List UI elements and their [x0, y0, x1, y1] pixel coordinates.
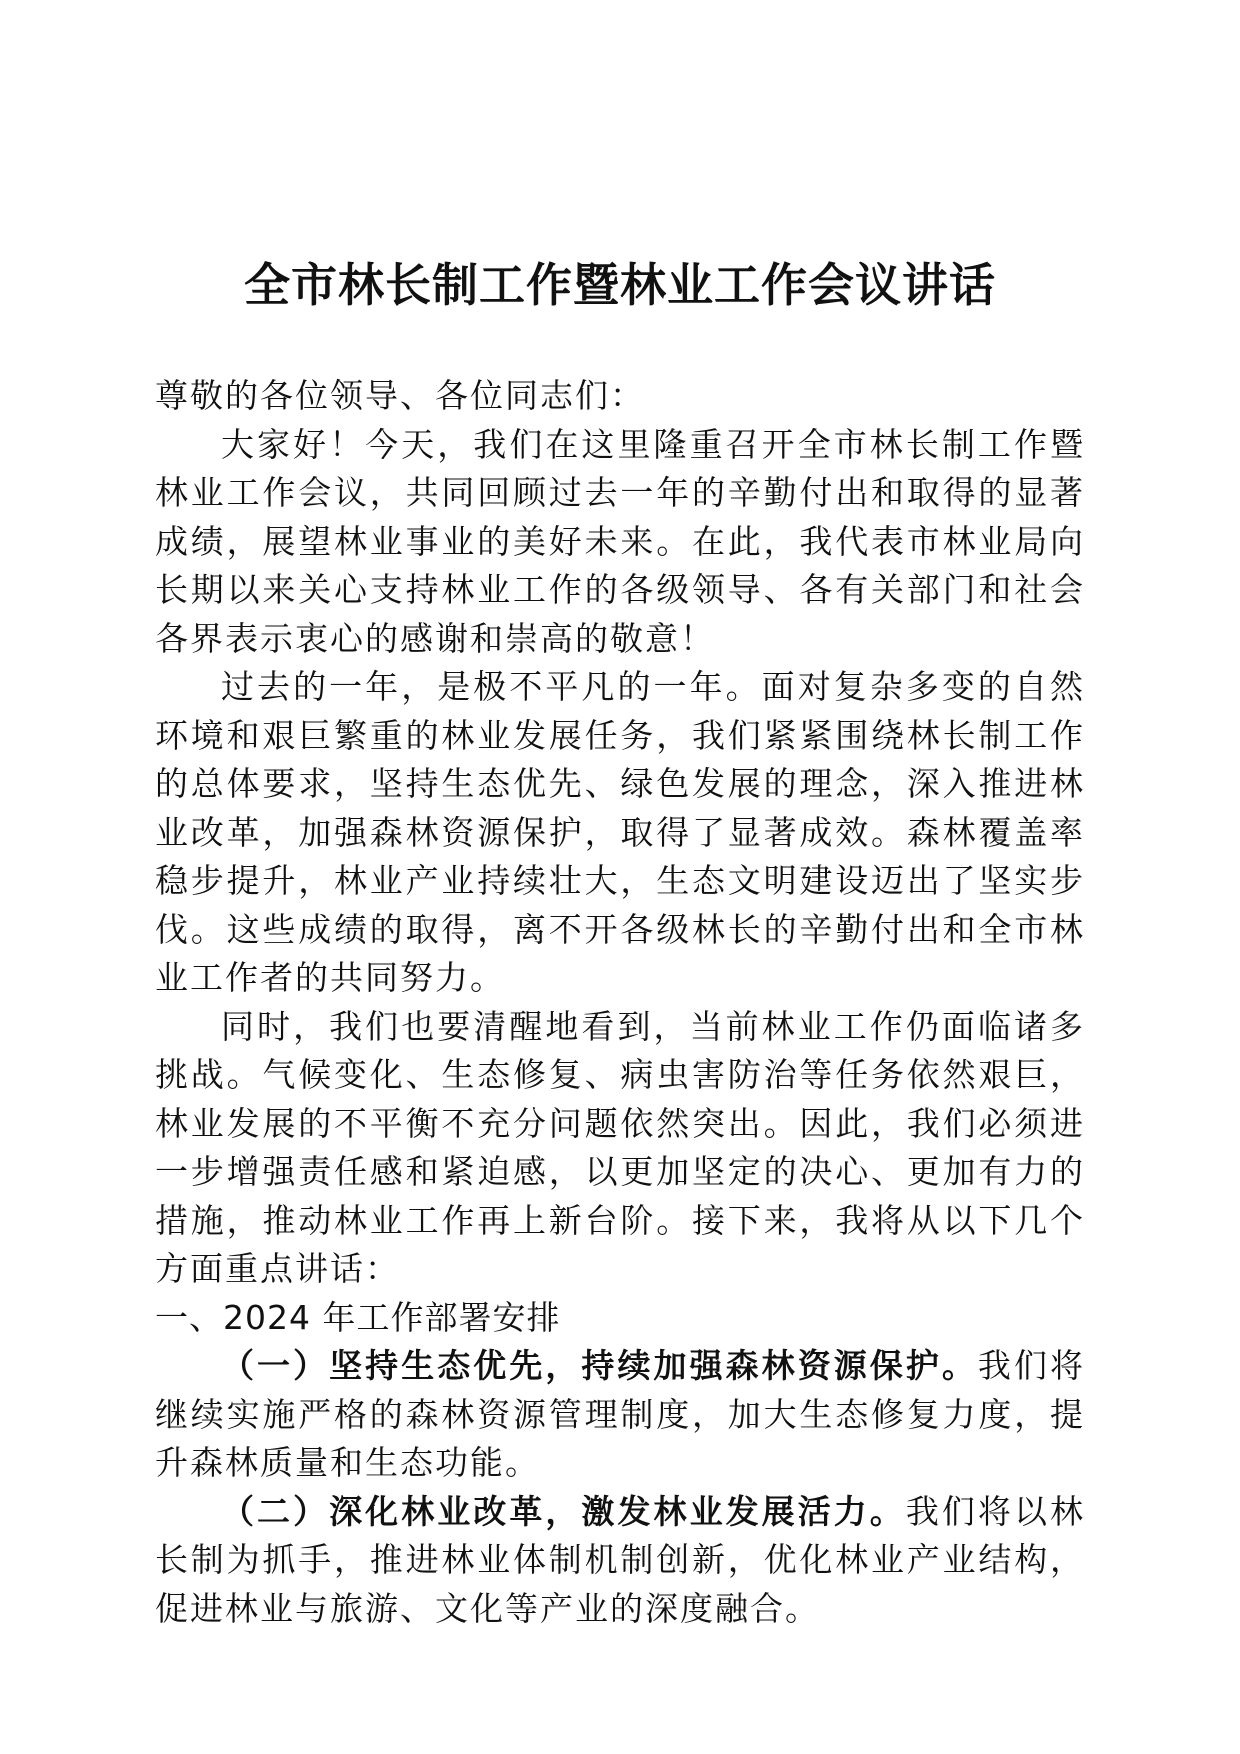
paragraph-review: 过去的一年，是极不平凡的一年。面对复杂多变的自然环境和艰巨繁重的林业发展任务，我们紧紧围绕林长制工作的总体要求，坚持生态优先、绿色发展的理念，深入推进林业改革，加强森林资源保护，取得了显著成效。森林覆盖率稳步提升，林业产业持续壮大，生态文明建设迈出了坚实步伐。这些成绩的取得，离不开各级林长的辛勤付出和全市林业工作者的共同努力。 — [155, 667, 1085, 997]
section-heading: 一、2024 年工作部署安排 — [155, 1297, 561, 1337]
item-text: 我们将以林长制为抓手，推进林业体制机制创新，优化林业产业结构，促进林业与旅游、文化等产业的深度融合。 — [155, 1491, 1086, 1628]
item-paragraph — [155, 1342, 1085, 1488]
item-title: （二）深化林业改革，激发林业发展活力。 — [221, 1491, 906, 1531]
paragraph-greeting: 大家好！今天，我们在这里隆重召开全市林长制工作暨林业工作会议，共同回顾过去一年的辛勤付出和取得的显著成绩，展望林业事业的美好未来。在此，我代表市林业局向长期以来关心支持林业工作的各级领导、各有关部门和社会各界表示衷心的感谢和崇高的敬意！ — [155, 424, 1085, 658]
document-body — [155, 372, 1085, 1633]
document-title: 全市林长制工作暨林业工作会议讲话 — [244, 258, 996, 312]
item-paragraph — [155, 1488, 1085, 1634]
paragraph-challenges: 同时，我们也要清醒地看到，当前林业工作仍面临诸多挑战。气候变化、生态修复、病虫害防治等任务依然艰巨，林业发展的不平衡不充分问题依然突出。因此，我们必须进一步增强责任感和紧迫感，以更加坚定的决心、更加有力的措施，推动林业工作再上新台阶。接下来，我将从以下几个方面重点讲话： — [155, 1006, 1085, 1288]
salutation: 尊敬的各位领导、各位同志们： — [155, 376, 645, 415]
item-text: 我们将继续实施严格的森林资源管理制度，加大生态修复力度，提升森林质量和生态功能。 — [155, 1346, 1086, 1482]
item-title: （一）坚持生态优先，持续加强森林资源保护。 — [221, 1346, 978, 1385]
